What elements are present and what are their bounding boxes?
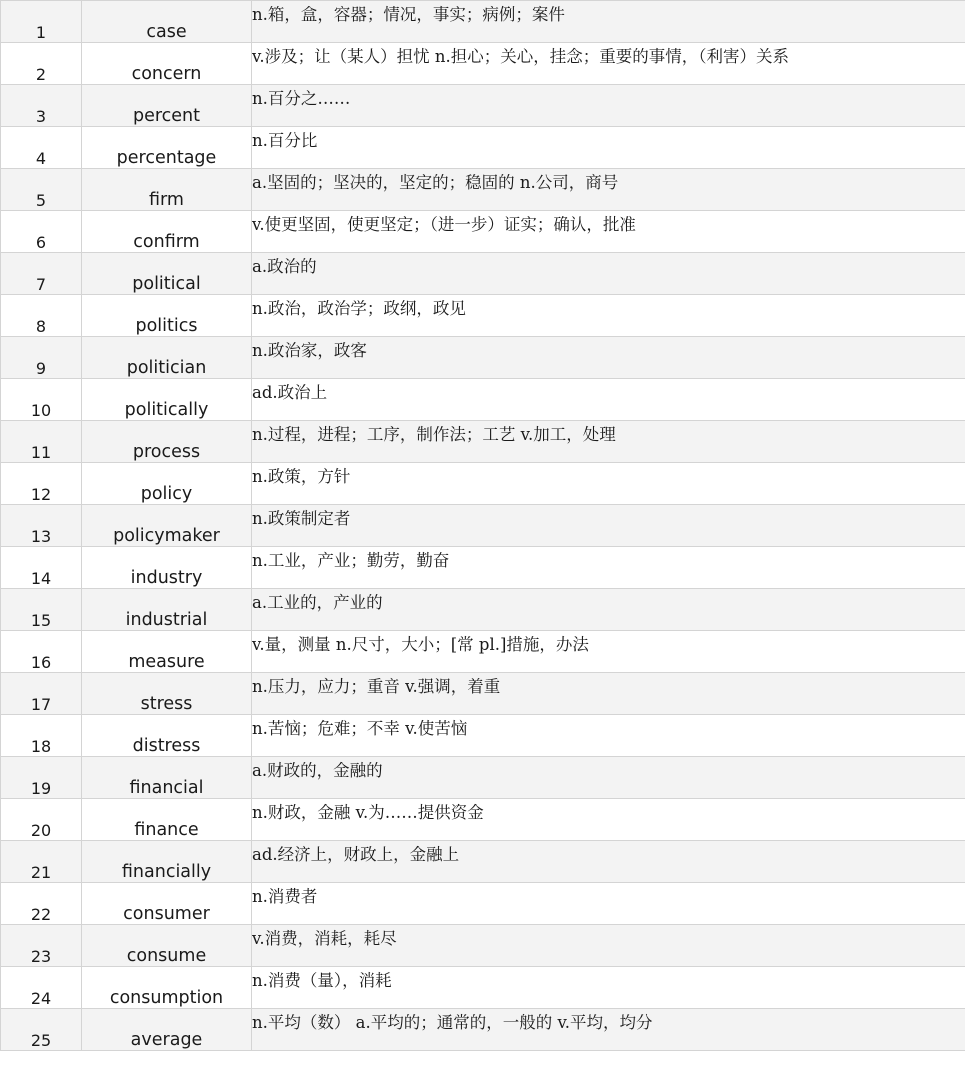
vocabulary-word: measure	[82, 631, 252, 673]
row-number: 25	[1, 1009, 82, 1051]
table-row	[1, 841, 965, 883]
vocabulary-word: confirm	[82, 211, 252, 253]
word-definition: ad.经济上，财政上，金融上	[252, 841, 965, 883]
table-row	[1, 253, 965, 295]
table-row	[1, 295, 965, 337]
row-number: 20	[1, 799, 82, 841]
vocabulary-word: financial	[82, 757, 252, 799]
row-number: 23	[1, 925, 82, 967]
table-row	[1, 589, 965, 631]
word-definition: n.政治，政治学；政纲，政见	[252, 295, 965, 337]
table-row	[1, 463, 965, 505]
table-row	[1, 673, 965, 715]
vocabulary-word: stress	[82, 673, 252, 715]
vocabulary-word: firm	[82, 169, 252, 211]
word-definition: n.百分比	[252, 127, 965, 169]
vocabulary-word: distress	[82, 715, 252, 757]
word-definition: v.涉及；让（某人）担忧 n.担心；关心，挂念；重要的事情，（利害）关系	[252, 43, 965, 85]
table-row	[1, 43, 965, 85]
word-definition: a.工业的，产业的	[252, 589, 965, 631]
vocabulary-word: policy	[82, 463, 252, 505]
row-number: 14	[1, 547, 82, 589]
table-row	[1, 505, 965, 547]
table-row	[1, 925, 965, 967]
vocabulary-word: percentage	[82, 127, 252, 169]
table-row	[1, 127, 965, 169]
table-row	[1, 337, 965, 379]
table-row	[1, 379, 965, 421]
vocabulary-word: percent	[82, 85, 252, 127]
word-definition: n.政策制定者	[252, 505, 965, 547]
table-row	[1, 631, 965, 673]
table-row	[1, 757, 965, 799]
row-number: 11	[1, 421, 82, 463]
row-number: 21	[1, 841, 82, 883]
table-row	[1, 1009, 965, 1051]
word-definition: n.苦恼；危难；不幸 v.使苦恼	[252, 715, 965, 757]
vocabulary-word: industry	[82, 547, 252, 589]
vocabulary-word: financially	[82, 841, 252, 883]
word-definition: n.消费者	[252, 883, 965, 925]
vocabulary-word: politics	[82, 295, 252, 337]
vocabulary-word: concern	[82, 43, 252, 85]
vocabulary-word: politician	[82, 337, 252, 379]
row-number: 18	[1, 715, 82, 757]
row-number: 17	[1, 673, 82, 715]
word-definition: n.工业，产业；勤劳，勤奋	[252, 547, 965, 589]
row-number: 15	[1, 589, 82, 631]
table-row	[1, 547, 965, 589]
row-number: 9	[1, 337, 82, 379]
word-definition: v.量，测量 n.尺寸，大小；[常 pl.]措施，办法	[252, 631, 965, 673]
table-row	[1, 967, 965, 1009]
row-number: 8	[1, 295, 82, 337]
vocabulary-word: policymaker	[82, 505, 252, 547]
word-definition: n.财政，金融 v.为……提供资金	[252, 799, 965, 841]
word-definition: v.消费，消耗，耗尽	[252, 925, 965, 967]
word-definition: n.过程，进程；工序，制作法；工艺 v.加工，处理	[252, 421, 965, 463]
table-row	[1, 799, 965, 841]
table-row	[1, 169, 965, 211]
vocabulary-word: consumption	[82, 967, 252, 1009]
vocabulary-table-body	[1, 1, 965, 1051]
row-number: 12	[1, 463, 82, 505]
row-number: 10	[1, 379, 82, 421]
word-definition: n.压力，应力；重音 v.强调，着重	[252, 673, 965, 715]
vocabulary-word: consumer	[82, 883, 252, 925]
vocabulary-word: average	[82, 1009, 252, 1051]
word-definition: n.消费（量），消耗	[252, 967, 965, 1009]
word-definition: n.政策，方针	[252, 463, 965, 505]
vocabulary-word: consume	[82, 925, 252, 967]
vocabulary-word: politically	[82, 379, 252, 421]
vocabulary-word: industrial	[82, 589, 252, 631]
vocabulary-word: political	[82, 253, 252, 295]
word-definition: n.平均（数） a.平均的；通常的，一般的 v.平均，均分	[252, 1009, 965, 1051]
row-number: 2	[1, 43, 82, 85]
vocabulary-word: process	[82, 421, 252, 463]
row-number: 6	[1, 211, 82, 253]
row-number: 22	[1, 883, 82, 925]
table-row	[1, 715, 965, 757]
row-number: 7	[1, 253, 82, 295]
word-definition: a.坚固的；坚决的，坚定的；稳固的 n.公司，商号	[252, 169, 965, 211]
word-definition: n.百分之……	[252, 85, 965, 127]
row-number: 3	[1, 85, 82, 127]
word-definition: n.政治家，政客	[252, 337, 965, 379]
word-definition: a.政治的	[252, 253, 965, 295]
row-number: 5	[1, 169, 82, 211]
row-number: 13	[1, 505, 82, 547]
table-row	[1, 421, 965, 463]
row-number: 19	[1, 757, 82, 799]
table-row	[1, 85, 965, 127]
row-number: 4	[1, 127, 82, 169]
word-definition: a.财政的，金融的	[252, 757, 965, 799]
row-number: 24	[1, 967, 82, 1009]
word-definition: n.箱，盒，容器；情况，事实；病例；案件	[252, 1, 965, 43]
word-definition: v.使更坚固，使更坚定；（进一步）证实；确认，批准	[252, 211, 965, 253]
vocabulary-word: case	[82, 1, 252, 43]
vocabulary-word: finance	[82, 799, 252, 841]
word-definition: ad.政治上	[252, 379, 965, 421]
row-number: 16	[1, 631, 82, 673]
table-row	[1, 1, 965, 43]
table-row	[1, 883, 965, 925]
table-row	[1, 211, 965, 253]
row-number: 1	[1, 1, 82, 43]
